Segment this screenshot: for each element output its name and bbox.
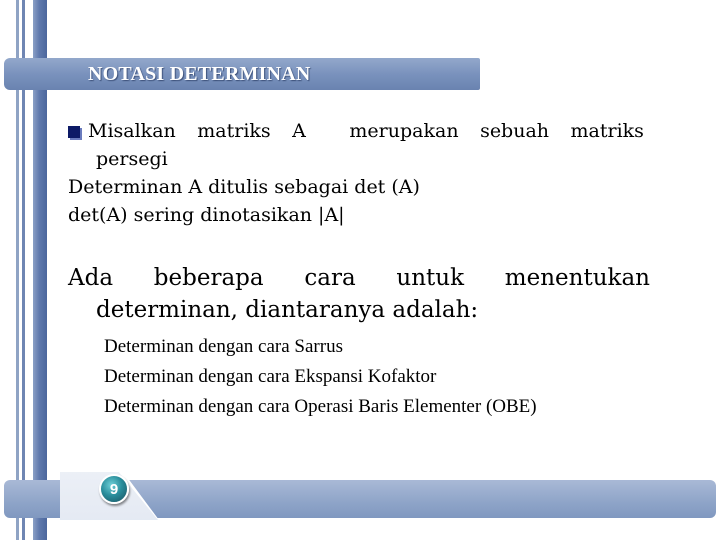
intro-word: Ada xyxy=(68,265,114,291)
bullet-word: sebuah xyxy=(480,120,550,142)
methods-list xyxy=(104,332,537,422)
methods-intro xyxy=(68,262,652,326)
method-item: Determinan dengan cara Operasi Baris Elementer (OBE) xyxy=(104,396,537,417)
definition-line: Determinan A ditulis sebagai det (A) xyxy=(68,176,420,198)
intro-word: menentukan xyxy=(504,265,650,291)
notation-line: det(A) sering dinotasikan |A| xyxy=(68,204,345,226)
intro-word: cara xyxy=(304,265,356,291)
checkbox-icon xyxy=(68,126,80,138)
bullet-continuation: persegi xyxy=(96,148,168,170)
bullet-word: Misalkan xyxy=(88,120,176,142)
intro-line xyxy=(68,262,650,294)
intro-word: untuk xyxy=(396,265,465,291)
intro-continuation: determinan, diantaranya adalah: xyxy=(96,297,479,323)
bullet-word: matriks xyxy=(570,120,644,142)
bullet-text xyxy=(88,117,644,145)
method-item: Determinan dengan cara Sarrus xyxy=(104,336,343,357)
bullet-word: A xyxy=(292,120,306,142)
method-item: Determinan dengan cara Ekspansi Kofaktor xyxy=(104,366,437,387)
bullet-word: merupakan xyxy=(349,120,459,142)
definition-block xyxy=(68,117,652,229)
slide-title: NOTASI DETERMINAN xyxy=(88,63,311,85)
bullet-line xyxy=(68,117,652,145)
intro-word: beberapa xyxy=(153,265,264,291)
page-number-badge: 9 xyxy=(99,474,129,504)
bullet-word: matriks xyxy=(197,120,271,142)
